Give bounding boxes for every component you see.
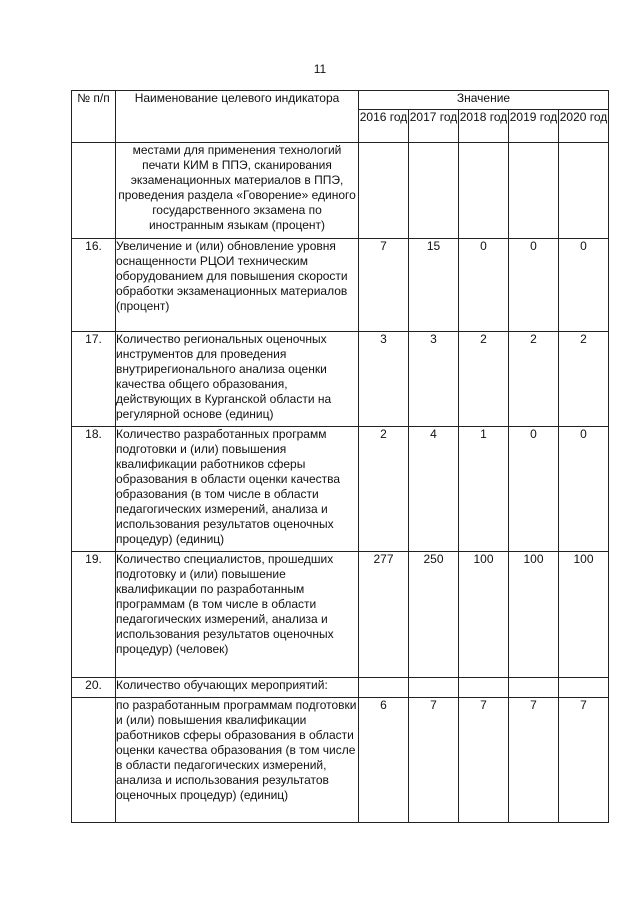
row-value: 277 [359, 552, 409, 678]
row-value [359, 143, 409, 239]
table-row [72, 698, 609, 823]
row-num [72, 143, 116, 239]
header-year: 2020 год [559, 110, 609, 143]
row-value: 2 [509, 332, 559, 427]
row-name: Количество специалистов, прошедших подготовку и (или) повышение квалификации по разработанным программам (в том числе в области педагогических измерений, анализа и использования результатов оценочных процедур) (человек) [116, 552, 359, 678]
header-year: 2018 год [459, 110, 509, 143]
header-value: Значение [359, 91, 609, 110]
row-value [459, 678, 509, 698]
table-row [72, 552, 609, 678]
row-value: 7 [409, 698, 459, 823]
row-num: 16. [72, 239, 116, 332]
row-value: 3 [409, 332, 459, 427]
row-value: 100 [509, 552, 559, 678]
row-value: 250 [409, 552, 459, 678]
row-name: Увеличение и (или) обновление уровня оснащенности РЦОИ техническим оборудованием для повышения скорости обработки экзаменационных материалов (процент) [116, 239, 359, 332]
header-year: 2016 год [359, 110, 409, 143]
row-value: 100 [459, 552, 509, 678]
row-value: 2 [559, 332, 609, 427]
row-value [559, 143, 609, 239]
row-name: Количество разработанных программ подготовки и (или) повышения квалификации работников сферы образования в области оценки качества образования (в том числе в области педагогических измерений, анализа и использования результатов оценочных процедур) (единиц) [116, 427, 359, 552]
header-year: 2017 год [409, 110, 459, 143]
table-row [72, 239, 609, 332]
row-value: 7 [359, 239, 409, 332]
header-row [72, 91, 609, 110]
row-num: 20. [72, 678, 116, 698]
header-name: Наименование целевого индикатора [116, 91, 359, 143]
row-value: 6 [359, 698, 409, 823]
row-value: 0 [559, 239, 609, 332]
row-name: местами для применения технологий печати КИМ в ППЭ, сканирования экзаменационных материалов в ППЭ, проведения раздела «Говорение» единого государственного экзамена по иностранным языкам (процент) [116, 143, 359, 239]
header-year: 2019 год [509, 110, 559, 143]
row-value: 2 [359, 427, 409, 552]
row-value: 7 [509, 698, 559, 823]
row-value [559, 678, 609, 698]
row-value: 3 [359, 332, 409, 427]
row-value: 0 [459, 239, 509, 332]
row-value [409, 678, 459, 698]
row-value: 4 [409, 427, 459, 552]
table-row [72, 143, 609, 239]
row-value [509, 678, 559, 698]
row-name: Количество обучающих мероприятий: [116, 678, 359, 698]
row-value: 7 [459, 698, 509, 823]
table-row [72, 678, 609, 698]
row-value: 1 [459, 427, 509, 552]
table-row [72, 332, 609, 427]
indicators-table [71, 90, 609, 823]
page-number: 11 [313, 62, 327, 76]
row-value: 100 [559, 552, 609, 678]
row-name: Количество региональных оценочных инструментов для проведения внутрирегионального анализа оценки качества общего образования, действующих в Курганской области на регулярной основе (единиц) [116, 332, 359, 427]
row-num [72, 698, 116, 823]
row-value: 15 [409, 239, 459, 332]
row-value: 2 [459, 332, 509, 427]
header-num: № п/п [72, 91, 116, 143]
row-num: 17. [72, 332, 116, 427]
row-value: 7 [559, 698, 609, 823]
row-value [459, 143, 509, 239]
row-name: по разработанным программам подготовки и (или) повышения квалификации работников сферы образования в области оценки качества образования (в том числе в области педагогических измерений, анализа и использования результатов оценочных процедур) (единиц) [116, 698, 359, 823]
row-num: 18. [72, 427, 116, 552]
table-row [72, 427, 609, 552]
row-value [509, 143, 559, 239]
row-num: 19. [72, 552, 116, 678]
row-value [359, 678, 409, 698]
row-value: 0 [509, 239, 559, 332]
row-value: 0 [509, 427, 559, 552]
row-value: 0 [559, 427, 609, 552]
row-value [409, 143, 459, 239]
